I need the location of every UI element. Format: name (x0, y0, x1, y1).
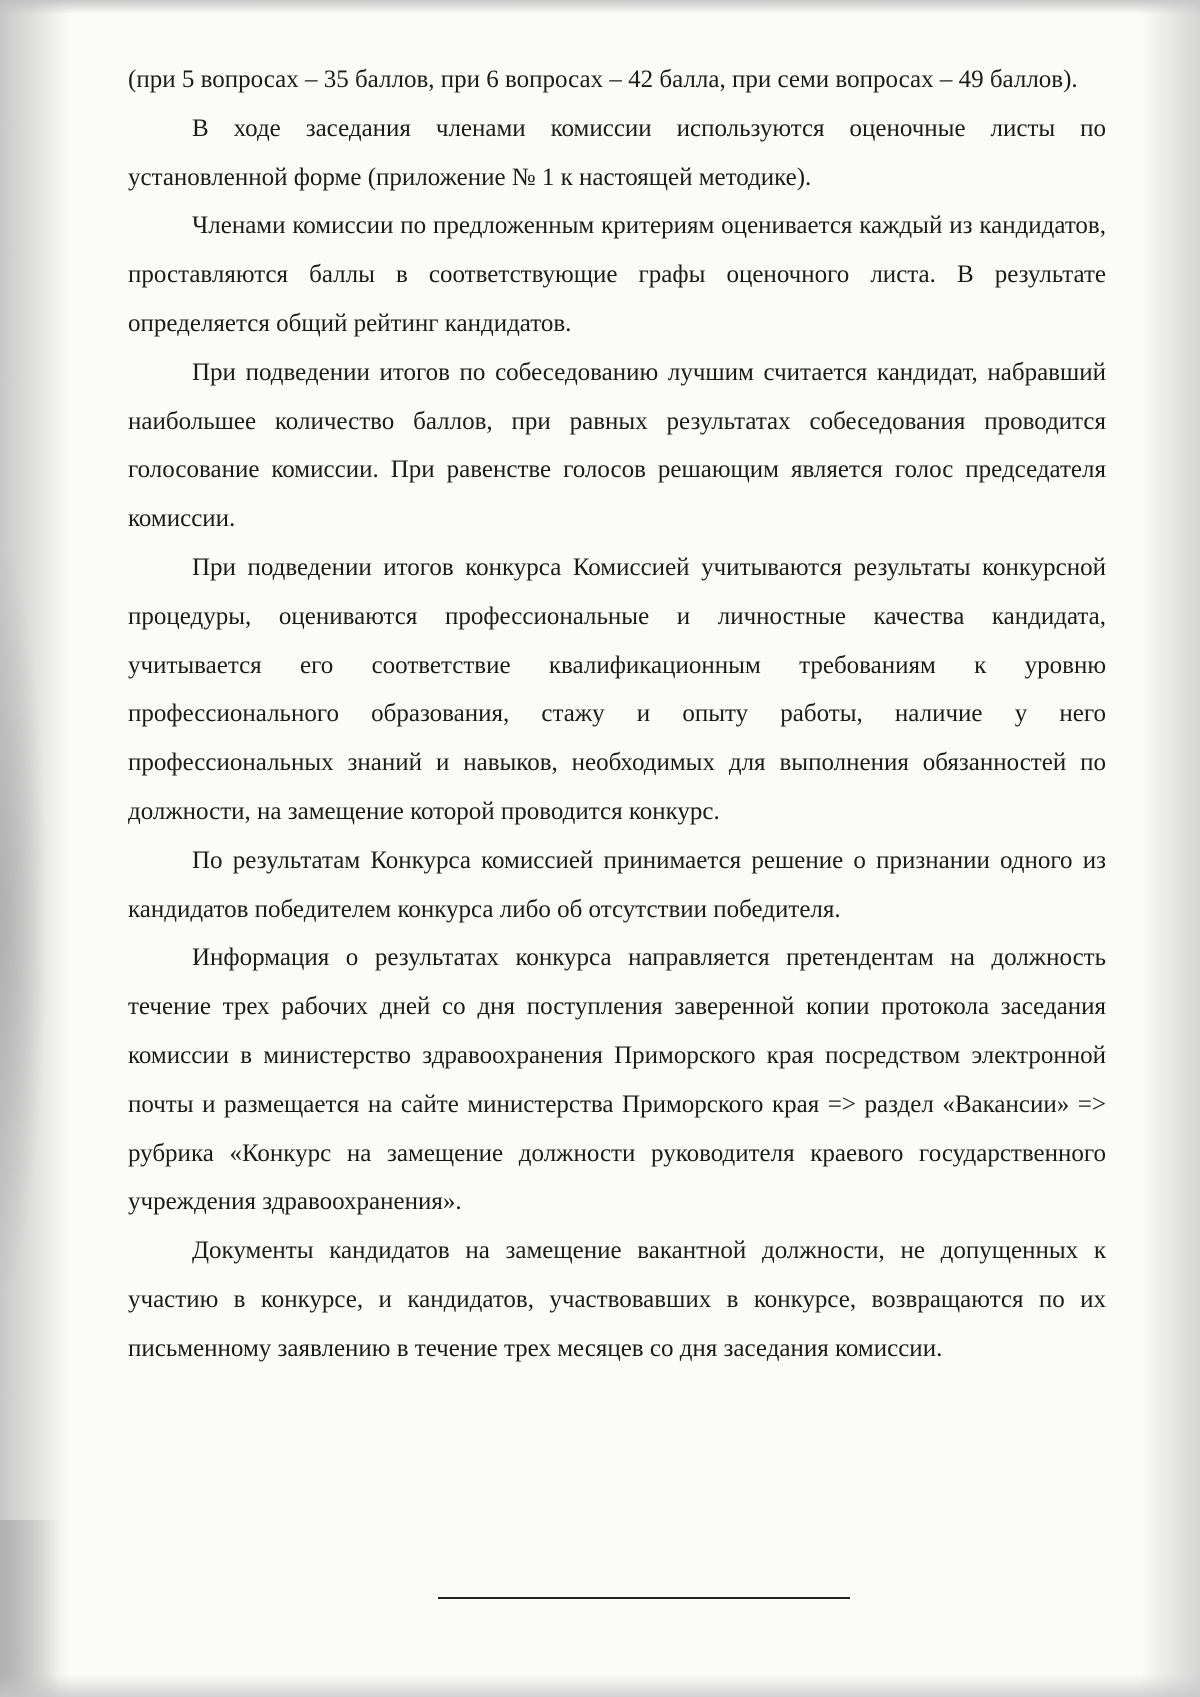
scan-shadow-left (0, 540, 48, 1300)
paragraph-competition-results: При подведении итогов конкурса Комиссией учитываются результаты конкурсной процедуры, оцениваются профессиональные и личностные качества кандидата, учитывается его соответствие квалификационным требованиям к уровню профессионального образования, стажу и опыту работы, наличие у него профессиональных знаний и навыков, необходимых для выполнения обязанностей по должности, на замещение которой проводится конкурс. (128, 553, 1106, 825)
paragraph-interview-results: При подведении итогов по собеседованию лучшим считается кандидат, набравший наибольшее количество баллов, при равных результатах собеседования проводится голосование комиссии. При равенстве голосов решающим является голос председателя комиссии. (128, 358, 1106, 533)
paragraph-scoring-continuation: (при 5 вопросах – 35 баллов, при 6 вопросах – 42 балла, при семи вопросах – 49 баллов). (128, 66, 1078, 93)
paragraph-candidate-rating: Членами комиссии по предложенным критериям оценивается каждый из кандидатов, проставляются баллы в соответствующие графы оценочного листа. В результате определяется общий рейтинг кандидатов. (128, 212, 1106, 337)
paragraph-results-notification: Информация о результатах конкурса направляется претендентам на должность течение трех рабочих дней со дня поступления заверенной копии протокола заседания комиссии в министерство здравоохранения Приморского края посредством электронной почты и размещается на сайте министерства Приморского края => раздел «Вакансии» => рубрика «Конкурс на замещение должности руководителя краевого государственного учреждения здравоохранения». (128, 944, 1106, 1216)
scan-shadow-bottom-left (0, 1520, 60, 1697)
closing-rule (438, 1597, 850, 1599)
scan-edge-bottom (0, 1675, 1200, 1697)
scan-edge-top (0, 0, 1200, 14)
paragraph-winner-decision: По результатам Конкурса комиссией принимается решение о признании одного из кандидатов победителем конкурса либо об отсутствии победителя. (128, 846, 1106, 923)
document-body (128, 56, 1106, 1374)
scan-edge-right (1140, 0, 1200, 1697)
paragraph-evaluation-sheets: В ходе заседания членами комиссии используются оценочные листы по установленной форме (приложение № 1 к настоящей методике). (128, 114, 1106, 191)
paragraph-documents-return: Документы кандидатов на замещение вакантной должности, не допущенных к участию в конкурсе, и кандидатов, участвовавших в конкурсе, возвращаются по их письменному заявлению в течение трех месяцев со дня заседания комиссии. (128, 1237, 1106, 1362)
